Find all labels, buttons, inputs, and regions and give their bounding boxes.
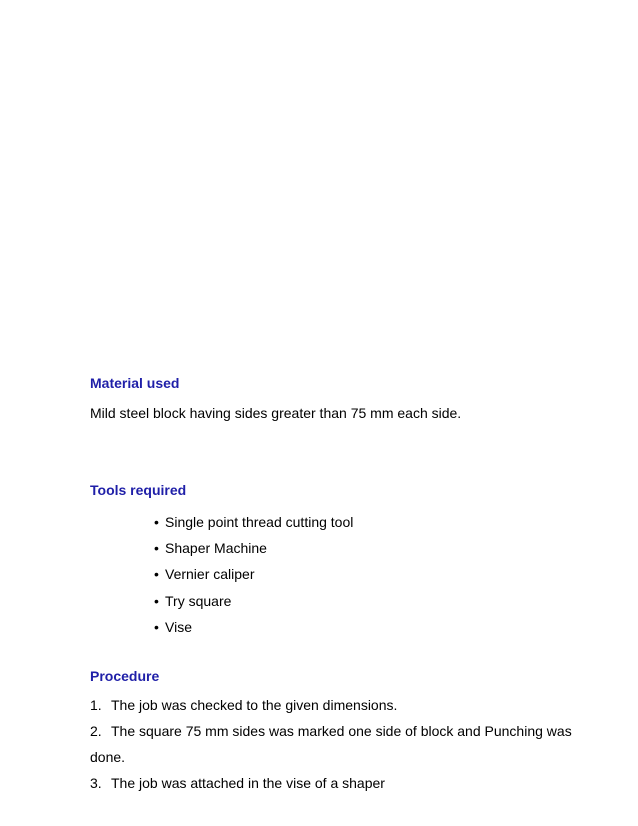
bullet-icon: • bbox=[154, 540, 159, 557]
bullet-icon: • bbox=[154, 592, 159, 609]
step-text: The square 75 mm sides was marked one side of block and Punching was done. bbox=[90, 723, 572, 765]
step-text: The job was attached in the vise of a shaper bbox=[111, 775, 385, 791]
step-text: The job was checked to the given dimensions. bbox=[111, 697, 398, 713]
list-item bbox=[154, 512, 353, 538]
tool-label: Vise bbox=[165, 618, 192, 635]
step-number: 3. bbox=[90, 775, 102, 791]
list-item bbox=[154, 564, 353, 590]
material-description: Mild steel block having sides greater than 75 mm each side. bbox=[90, 405, 462, 421]
tool-label: Vernier caliper bbox=[165, 566, 255, 583]
step-number: 2. bbox=[90, 723, 102, 739]
bullet-icon: • bbox=[154, 618, 159, 635]
tool-label: Try square bbox=[165, 592, 232, 609]
tools-heading: Tools required bbox=[90, 482, 187, 498]
tool-label: Shaper Machine bbox=[165, 540, 267, 557]
procedure-steps bbox=[90, 692, 610, 796]
list-item bbox=[154, 591, 353, 617]
tools-list bbox=[154, 512, 353, 643]
list-item bbox=[90, 718, 610, 770]
list-item bbox=[90, 692, 610, 718]
step-number: 1. bbox=[90, 697, 102, 713]
bullet-icon: • bbox=[154, 514, 159, 530]
bullet-icon: • bbox=[154, 566, 159, 583]
list-item bbox=[154, 538, 353, 564]
list-item bbox=[154, 617, 353, 643]
list-item bbox=[90, 770, 610, 796]
tool-label: Single point thread cutting tool bbox=[165, 514, 354, 530]
material-heading: Material used bbox=[90, 375, 180, 391]
procedure-heading: Procedure bbox=[90, 668, 160, 684]
